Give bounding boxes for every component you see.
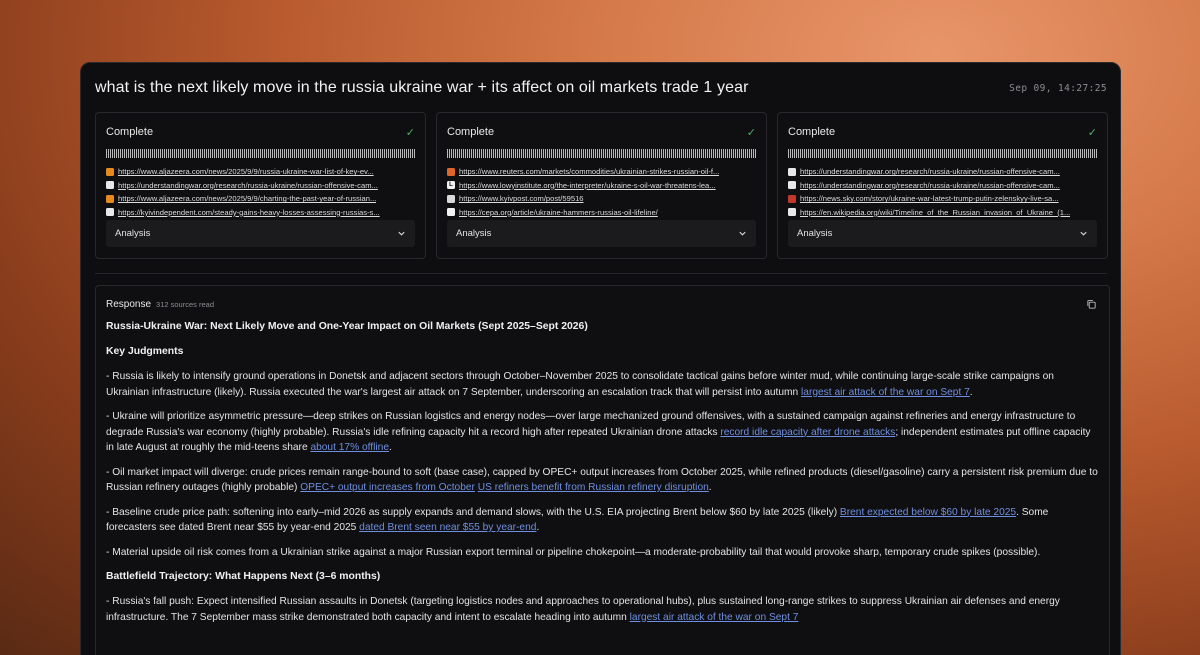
response-panel [95, 285, 1110, 655]
paragraph: - Material upside oil risk comes from a Ukrainian strike against a major Russian export terminal or pipeline chokepoint—a moderate-probability tail that would provoke sharp, temporary crude spikes (possible). [106, 546, 1041, 558]
favicon-icon [106, 208, 114, 216]
source-link[interactable]: https://www.aljazeera.com/news/2025/9/9/russia-ukraine-war-list-of-key-ev... [106, 165, 415, 179]
analysis-dropdown[interactable]: Analysis [788, 220, 1097, 247]
section-heading: Key Judgments [106, 346, 184, 357]
citation-link[interactable]: Brent expected below $60 by late 2025 [839, 506, 1017, 518]
source-link[interactable]: https://en.wikipedia.org/wiki/Timeline_of_the_Russian_invasion_of_Ukraine_(1... [788, 206, 1097, 220]
citation-link[interactable]: record idle capacity after drone attacks [720, 426, 896, 438]
favicon-icon [788, 195, 796, 203]
progress-bar [106, 149, 415, 158]
citation-link[interactable]: OPEC+ output increases from October [300, 482, 475, 493]
favicon-icon: L [447, 181, 455, 189]
chevron-down-icon [738, 229, 747, 238]
source-link[interactable]: https://kyivindependent.com/steady-gains-heavy-losses-assessing-russias-s... [106, 206, 415, 220]
favicon-icon [788, 181, 796, 189]
paragraph: - Oil market impact will diverge: crude prices remain range-bound to soft (base case), capped by OPEC+ output increases from October 2025, while refined products (diesel/gasoline) carry a persistent risk premium due to Russian refinery outages (highly probable) OPEC+ output increases from October US refiners benefit from Russian refinery disruption. [106, 466, 1098, 493]
favicon-icon [106, 195, 114, 203]
citation-link[interactable]: US refiners benefit from Russian refinery disruption [477, 482, 709, 493]
source-link[interactable]: https://www.kyivpost.com/post/59516 [447, 192, 756, 206]
response-label: Response [106, 298, 152, 310]
source-links [106, 165, 415, 219]
paragraph: - Ukraine will prioritize asymmetric pressure—deep strikes on Russian logistics and energy nodes—over large mechanized ground offensives, with a sustained campaign against refineries and energy infrastructure to degrade Russia's war economy (highly probable). Russia's idle refining capacity hit a record high after repeated Ukrainian drone attacks record idle capacity after drone attacks; independent estimates put offline capacity in late August at roughly the mid-teens share about 17% offline. [106, 411, 1091, 453]
document-title: Russia-Ukraine War: Next Likely Move and One-Year Impact on Oil Markets (Sept 2025–Sept 2026) [106, 321, 588, 332]
progress-bar [447, 149, 756, 158]
card-status: Complete [447, 126, 495, 138]
source-link[interactable]: https://www.reuters.com/markets/commodities/ukrainian-strikes-russian-oil-f... [447, 165, 756, 179]
paragraph: - Russia is likely to intensify ground operations in Donetsk and adjacent sectors through October–November 2025 to consolidate tactical gains before winter mud, while continuing large-scale strike campaigns on Ukrainian infrastructure (likely). Russia executed the war's largest air attack on 7 September, underscoring an escalation track that will persist into autumn largest air attack of the war on Sept 7. [106, 371, 1054, 398]
divider [95, 273, 1107, 274]
paragraph: - Baseline crude price path: softening into early–mid 2026 as supply expands and demand slows, with the U.S. EIA projecting Brent below $60 by late 2025 (likely) Brent expected below $60 by late 2025. Some forecasters see dated Brent near $55 by year-end 2025 dated Brent seen near $55 by year-end. [106, 506, 1049, 533]
header [95, 77, 1107, 99]
check-icon: ✓ [405, 126, 415, 139]
sources-count: 312 sources read [156, 299, 214, 309]
check-icon: ✓ [1087, 126, 1097, 139]
chevron-down-icon [397, 229, 406, 238]
copy-icon[interactable] [1086, 299, 1097, 310]
source-links [447, 165, 756, 219]
section-heading: Battlefield Trajectory: What Happens Next (3–6 months) [106, 571, 381, 582]
favicon-icon [788, 208, 796, 216]
source-link[interactable]: L https://www.lowyinstitute.org/the-interpreter/ukraine-s-oil-war-threatens-lea... [447, 179, 756, 193]
search-card [777, 112, 1108, 259]
analysis-dropdown[interactable]: Analysis [447, 220, 756, 247]
card-status: Complete [106, 126, 154, 138]
source-links [788, 165, 1097, 219]
paragraph: - Russia's fall push: Expect intensified Russian assaults in Donetsk (targeting logistics nodes and approaches to operational hubs), plus sustained long-range strikes to suppress Ukrainian air defenses and energy infrastructure. The 7 September mass strike demonstrated both capacity and intent to escalate heading into autumn largest air attack of the war on Sept 7 [106, 596, 1060, 623]
search-card [95, 112, 426, 259]
response-document [106, 319, 1099, 625]
favicon-icon [447, 208, 455, 216]
card-status: Complete [788, 126, 836, 138]
source-link[interactable]: https://understandingwar.org/research/russia-ukraine/russian-offensive-cam... [788, 179, 1097, 193]
citation-link[interactable]: largest air attack of the war on Sept 7 [801, 386, 970, 398]
favicon-icon [447, 168, 455, 176]
search-card [436, 112, 767, 259]
favicon-icon [106, 168, 114, 176]
query-title: what is the next likely move in the russia ukraine war + its affect on oil markets trade 1 year [95, 79, 749, 96]
analysis-dropdown[interactable]: Analysis [106, 220, 415, 247]
check-icon: ✓ [746, 126, 756, 139]
research-window [80, 62, 1121, 655]
favicon-icon [788, 168, 796, 176]
search-cards [95, 112, 1108, 259]
source-link[interactable]: https://news.sky.com/story/ukraine-war-latest-trump-putin-zelenskyy-live-sa... [788, 192, 1097, 206]
source-link[interactable]: https://understandingwar.org/research/russia-ukraine/russian-offensive-cam... [106, 179, 415, 193]
citation-link[interactable]: dated Brent seen near $55 by year-end [359, 522, 537, 533]
favicon-icon [106, 181, 114, 189]
citation-link[interactable]: about 17% offline [310, 442, 389, 453]
source-link[interactable]: https://www.aljazeera.com/news/2025/9/9/charting-the-past-year-of-russian... [106, 192, 415, 206]
favicon-icon [447, 195, 455, 203]
source-link[interactable]: https://cepa.org/article/ukraine-hammers-russias-oil-lifeline/ [447, 206, 756, 220]
progress-bar [788, 149, 1097, 158]
timestamp: Sep 09, 14:27:25 [1009, 82, 1107, 94]
citation-link[interactable]: largest air attack of the war on Sept 7 [629, 611, 799, 623]
chevron-down-icon [1079, 229, 1088, 238]
source-link[interactable]: https://understandingwar.org/research/russia-ukraine/russian-offensive-cam... [788, 165, 1097, 179]
